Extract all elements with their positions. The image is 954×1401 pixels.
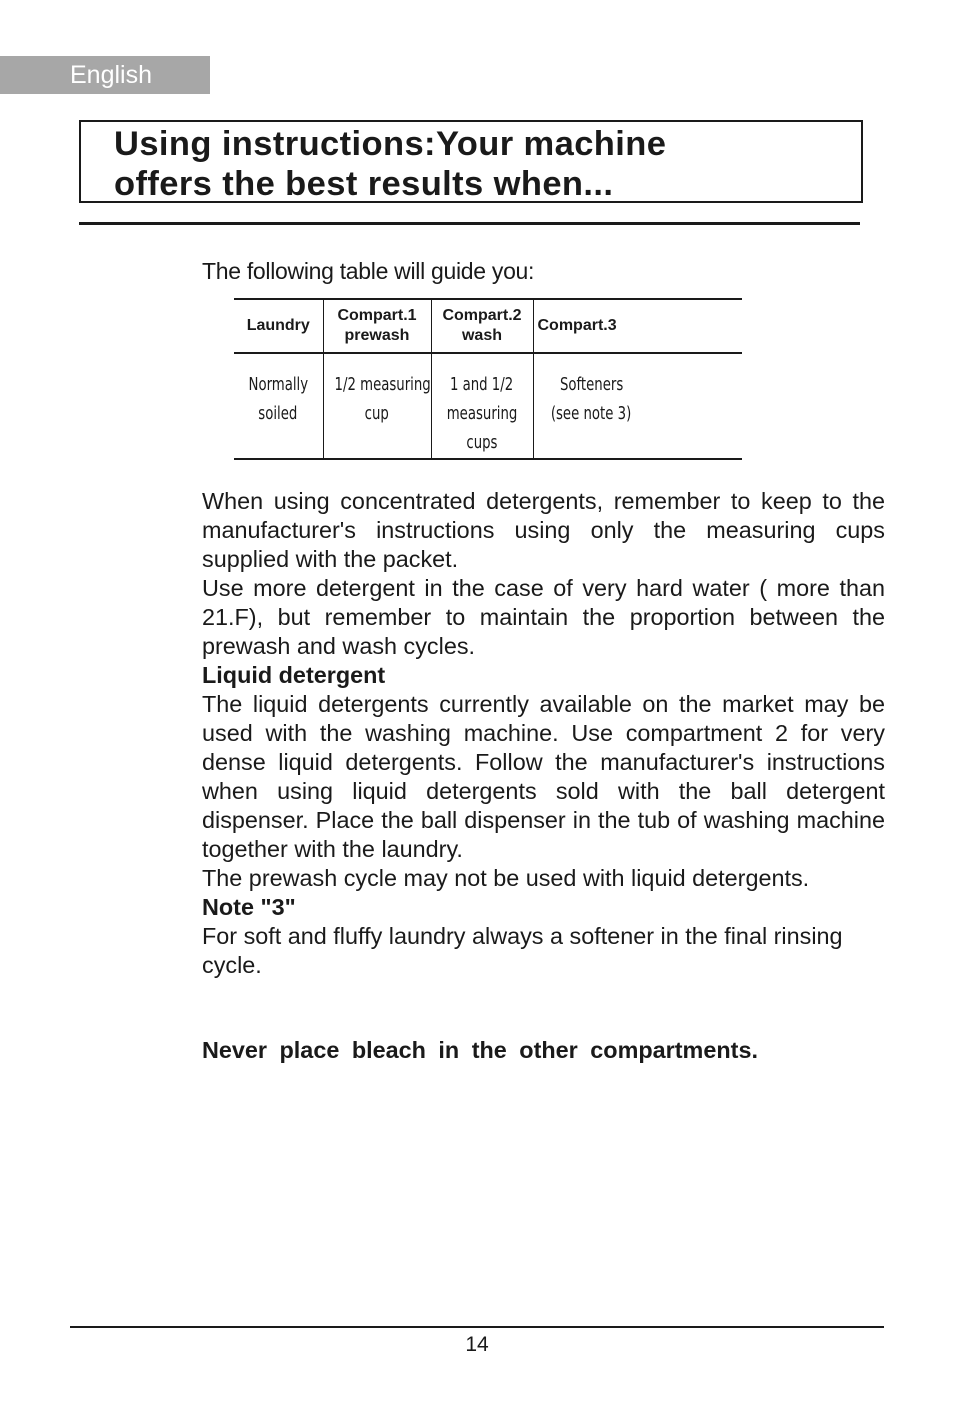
paragraph-prewash-restriction: The prewash cycle may not be used with liquid detergents. [202,865,810,891]
cell-compartment-2-line-3: cups [466,432,498,453]
instructions-body [202,487,885,980]
table-row [234,353,742,459]
cell-compartment-2-line-1: 1 and 1/2 [450,374,514,395]
header-compartment-2 [431,299,533,353]
cell-laundry-line-1: Normally [248,374,309,395]
cell-compartment-3-line-2: (see note 3) [551,403,632,424]
cell-compartment-3-line-1: Softeners [559,374,624,395]
header-compartment-1-label: Compart.1 [337,307,417,324]
cell-compartment-3 [533,353,742,459]
cell-compartment-2 [431,353,533,459]
cell-compartment-2-line-2: measuring [446,403,518,424]
header-compartment-3 [533,299,742,353]
page-number: 14 [465,1333,489,1356]
page-title [114,124,666,204]
header-compartment-2-label: Compart.2 [442,307,522,324]
table-header-row [234,299,742,353]
paragraph-liquid-detergents: The liquid detergents currently available on the market may be used with the washing machine. Use compartment 2 for very dense liquid detergents. Follow the manufacturer's instructions when using liquid detergents sold with the ball detergent dispenser. Place the ball dispenser in the tub of washing machine together with the laundry. [202,691,885,862]
header-compartment-2-sub: wash [461,327,502,344]
bleach-warning: Never place bleach in the other compartments. [202,1037,758,1063]
cell-laundry [234,353,323,459]
cell-compartment-1-line-1: 1/2 measuring [334,374,431,395]
paragraph-concentrated-detergents: When using concentrated detergents, remember to keep to the manufacturer's instructions using only the measuring cups supplied with the packet. [202,488,885,572]
header-compartment-1 [323,299,431,353]
header-laundry [234,299,323,353]
intro-text: The following table will guide you: [202,258,535,284]
footer-divider [70,1326,884,1328]
paragraph-hard-water: Use more detergent in the case of very hard water ( more than 21.F), but remember to maintain the proportion between the prewash and wash cycles. [202,575,885,659]
title-box [79,120,863,203]
heading-note-3: Note "3" [202,894,296,920]
title-divider [79,222,860,225]
page-title-line-1: Using instructions:Your machine [114,125,667,163]
cell-compartment-1-line-2: cup [364,403,390,424]
detergent-guide-table [234,298,742,460]
paragraph-softener-note: For soft and fluffy laundry always a softener in the final rinsing cycle. [202,923,843,978]
language-tab: English [0,56,210,94]
cell-compartment-1 [323,353,431,459]
header-compartment-3-label: Compart.3 [537,317,617,334]
cell-laundry-line-2: soiled [258,403,298,424]
header-laundry-label: Laundry [246,317,310,334]
page-title-line-2: offers the best results when... [114,165,614,203]
header-compartment-1-sub: prewash [344,327,410,344]
heading-liquid-detergent: Liquid detergent [202,662,386,688]
